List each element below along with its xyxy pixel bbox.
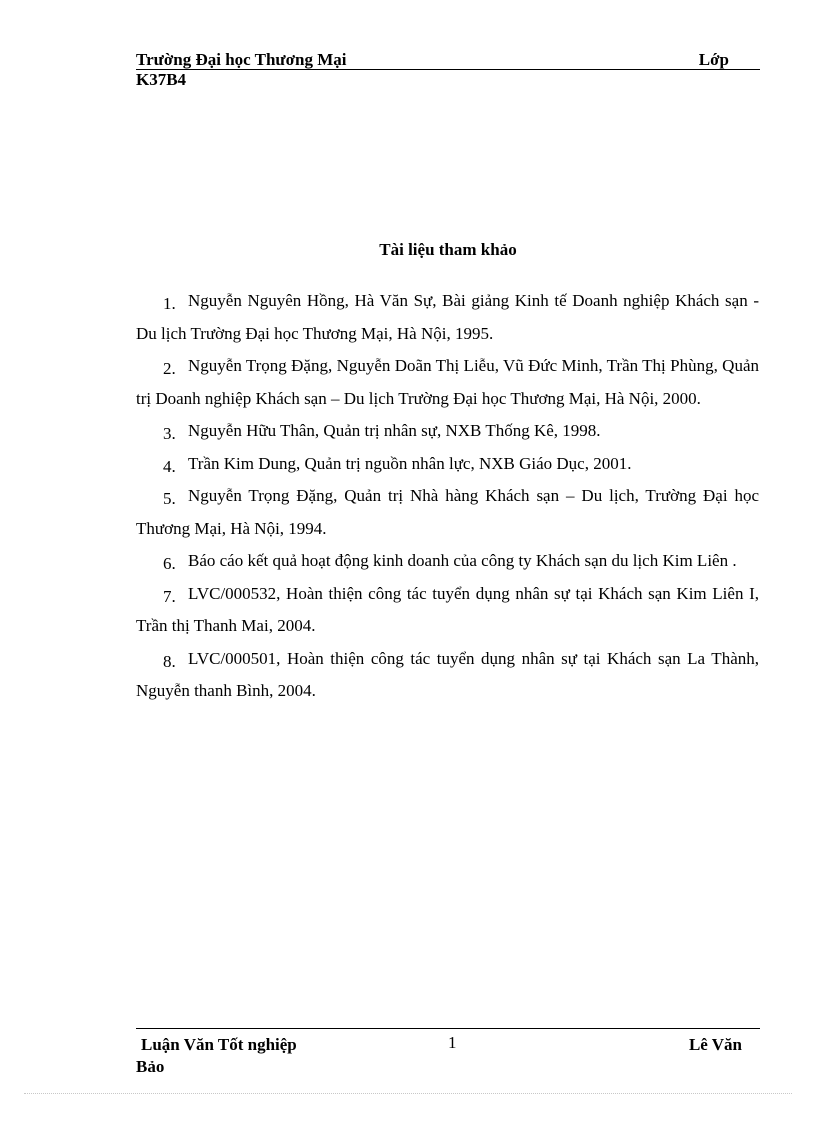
reference-text: Nguyễn Nguyên Hồng, Hà Văn Sự, Bài giảng Kinh tế Doanh nghiệp Khách sạn - Du lịch Trường Đại học Thương Mại, Hà Nội, 1995. [136,291,759,343]
reference-number: 5. [163,489,176,508]
page-header [136,50,760,90]
reference-text: Nguyễn Trọng Đặng, Quản trị Nhà hàng Khách sạn – Du lịch, Trường Đại học Thương Mại, Hà Nội, 1994. [136,486,759,538]
reference-item [136,578,759,643]
thesis-label: Luận Văn Tốt nghiệp [141,1035,297,1054]
reference-item [136,545,759,578]
reference-item [136,448,759,481]
class-code: K37B4 [136,70,187,89]
reference-list [136,285,759,708]
reference-text: Nguyễn Hữu Thân, Quản trị nhân sự, NXB Thống Kê, 1998. [188,421,601,440]
footer-line [136,1028,760,1055]
page-title: Tài liệu tham khảo [379,240,517,259]
reference-number: 1. [163,294,176,313]
reference-number: 6. [163,554,176,573]
reference-text: LVC/000501, Hoàn thiện công tác tuyển dụng nhân sự tại Khách sạn La Thành, Nguyễn thanh Bình, 2004. [136,648,759,700]
reference-number: 3. [163,424,176,443]
reference-number: 4. [163,456,176,476]
reference-text: Nguyễn Trọng Đặng, Nguyễn Doãn Thị Liễu, Vũ Đức Minh, Trần Thị Phùng, Quản trị Doanh nghiệp Khách sạn – Du lịch Trường Đại học Thương Mại, Hà Nội, 2000. [136,356,759,408]
school-name: Trường Đại học Thương Mại [136,50,347,69]
reference-item [136,415,759,448]
author-first-name: Lê Văn [688,1035,742,1054]
class-label: Lớp [698,50,729,69]
reference-item [136,285,759,350]
reference-item [136,350,759,415]
reference-text: Trần Kim Dung, Quản trị nguồn nhân lực, NXB Giáo Dục, 2001. [188,453,632,473]
author-last-name: Bảo [136,1057,165,1076]
page-number: 1 [448,1033,457,1052]
reference-item [136,643,759,708]
reference-text: Báo cáo kết quả hoạt động kinh doanh của công ty Khách sạn du lịch Kim Liên . [188,551,737,570]
reference-number: 7. [163,586,176,606]
reference-item [136,480,759,545]
page-edge-divider [24,1093,792,1094]
reference-text: LVC/000532, Hoàn thiện công tác tuyển dụng nhân sự tại Khách sạn Kim Liên I, Trần thị Thanh Mai, 2004. [136,583,759,635]
reference-number: 8. [163,651,176,671]
reference-number: 2. [163,359,176,378]
page-footer [136,1028,760,1077]
header-line [136,50,760,70]
